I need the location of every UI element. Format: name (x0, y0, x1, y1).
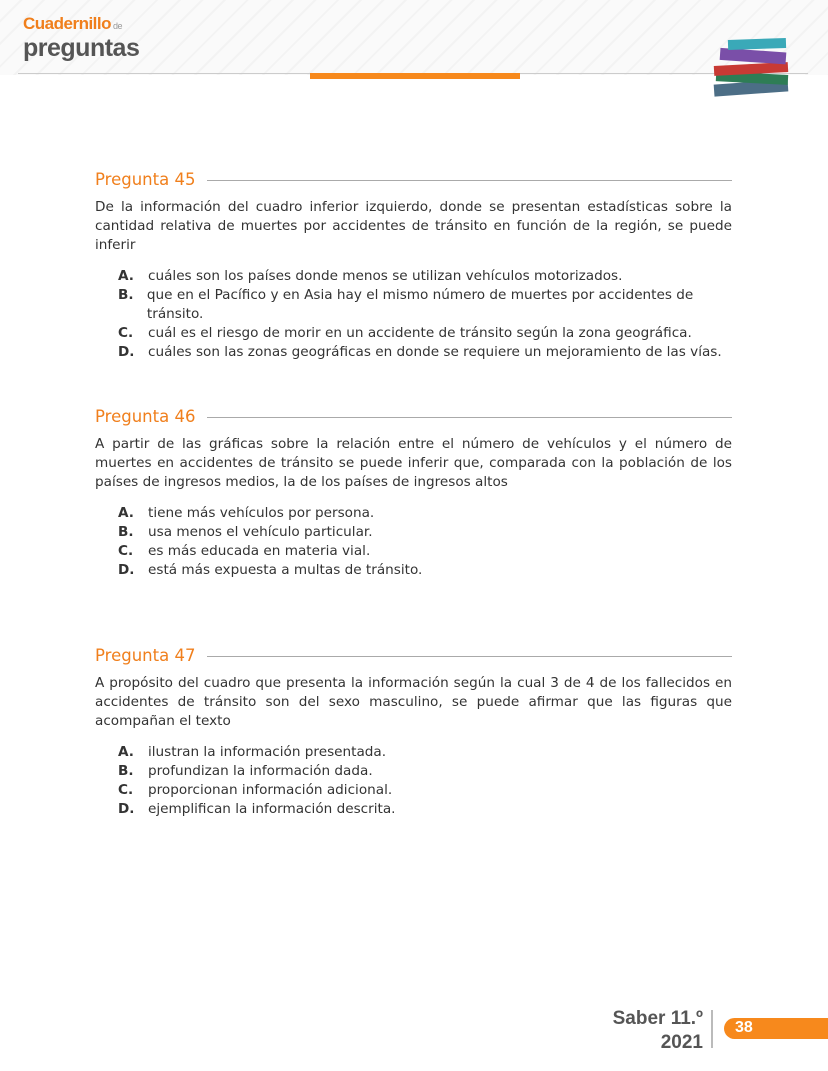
option-d[interactable]: D. cuáles son las zonas geográficas en donde se requiere un mejoramiento de las vías. (118, 344, 722, 360)
option-b[interactable]: B. usa menos el vehículo particular. (118, 524, 373, 540)
question-stem: A propósito del cuadro que presenta la información según la cual 3 de 4 de los fallecidos en accidentes de tránsito son del sexo masculino, se puede afirmar que las figuras que acompañan el texto (95, 675, 732, 729)
option-c[interactable]: C. cuál es el riesgo de morir en un accidente de tránsito según la zona geográfica. (118, 325, 692, 341)
option-d[interactable]: D. está más expuesta a multas de tránsito. (118, 562, 423, 578)
header-accent-bar (310, 73, 520, 79)
option-a[interactable]: A. cuáles son los países donde menos se utilizan vehículos motorizados. (118, 268, 623, 284)
question-47 (95, 644, 732, 819)
title-rule (207, 180, 732, 181)
page-number-badge: 38 (724, 1018, 828, 1039)
question-stem: A partir de las gráficas sobre la relación entre el número de vehículos y el número de muertes en accidentes de tránsito se puede inferir que, comparada con la población de los países de ingresos medios, la de los países de ingresos altos (95, 436, 732, 490)
question-stem: De la información del cuadro inferior izquierdo, donde se presentan estadísticas sobre la cantidad relativa de muertes por accidentes de tránsito en función de la región, se puede inferir (95, 199, 732, 253)
option-b[interactable]: B. que en el Pacífico y en Asia hay el mismo número de muertes por accidentes de tránsito. (118, 287, 694, 322)
footer-exam-label: Saber 11.º 2021 (612, 1008, 703, 1053)
title-rule (207, 656, 732, 657)
option-a[interactable]: A. tiene más vehículos por persona. (118, 505, 375, 521)
question-title: Pregunta 45 (95, 169, 196, 189)
brand-subtitle: preguntas (23, 34, 140, 62)
question-title: Pregunta 46 (95, 406, 196, 426)
option-c[interactable]: C. es más educada en materia vial. (118, 543, 371, 559)
option-c[interactable]: C. proporcionan información adicional. (118, 782, 393, 798)
question-title: Pregunta 47 (95, 645, 196, 665)
question-45 (95, 168, 732, 362)
option-b[interactable]: B. profundizan la información dada. (118, 763, 373, 779)
footer-separator (711, 1010, 713, 1048)
question-46 (95, 405, 732, 580)
title-rule (207, 417, 732, 418)
books-stack-icon (706, 36, 798, 98)
brand-title: Cuadernillo de (23, 14, 123, 33)
option-a[interactable]: A. ilustran la información presentada. (118, 744, 387, 760)
option-d[interactable]: D. ejemplifican la información descrita. (118, 801, 396, 817)
